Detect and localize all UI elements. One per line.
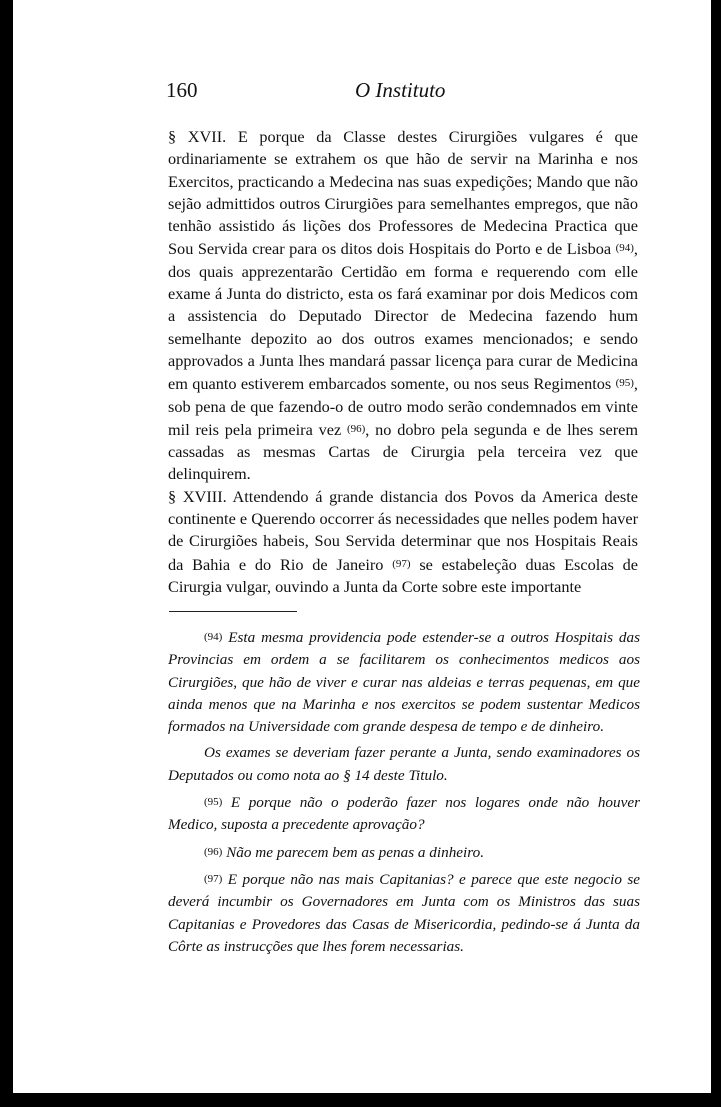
footnote-97-number: (97) — [204, 872, 223, 885]
paragraph-xviii — [168, 486, 638, 598]
footnote-separator — [169, 611, 297, 612]
paragraph-xvii-text-3: , sob pena de que fazendo-o de outro modo serão condemnados em vinte mil reis pela primeira vez — [168, 374, 638, 439]
footnote-95 — [168, 791, 640, 837]
scan-border-left — [0, 0, 13, 1107]
paragraph-xvii — [168, 126, 638, 486]
footnote-ref-94: (94) — [615, 242, 634, 255]
footnote-ref-96: (96) — [346, 422, 366, 435]
scan-border-right — [711, 0, 721, 1107]
scan-border-bottom — [0, 1093, 721, 1107]
paragraph-xviii-text-1: § XVIII. Attendendo á grande distancia dos Povos da America deste continente e Querendo occorrer ás necessidades que nelles podem haver de Cirurgiões habeis, Sou Servida determinar que nos Hospitais Reais da Bahia e do Rio de Janeiro — [168, 486, 638, 574]
paragraph-xviii-text-2: se estabeleção duas Escolas de Cirurgia vulgar, ouvindo a Junta da Corte sobre este importante — [168, 554, 638, 596]
running-title: O Instituto — [355, 78, 446, 102]
page-number: 160 — [166, 78, 198, 102]
footnote-96-number: (96) — [204, 845, 223, 858]
footnote-ref-97: (97) — [392, 557, 411, 570]
footnote-97 — [168, 868, 640, 958]
footnote-95-number: (95) — [204, 796, 223, 809]
footnote-94-continued-text: Os exames se deveriam fazer perante a Junta, sendo examinadores os Deputados ou como nota ao § 14 deste Titulo. — [168, 744, 640, 784]
paragraph-xvii-text-1: § XVII. E porque da Classe destes Cirurgiões vulgares é que ordinariamente se extrahem os que hão de servir na Marinha e nos Exercitos, practicando a Medecina nas suas expedições; Mando que não sejão admittidos outros Cirurgiões para semelhantes empregos, que não tenhão assistido ás lições dos Professores de Medecina Practica que Sou Servida crear para os ditos dois Hospitais do Porto e de Lisboa — [168, 127, 638, 259]
footnote-96-text: Não me parecem bem as penas a dinheiro. — [226, 843, 484, 861]
footnote-97-text: E porque não nas mais Capitanias? e parece que este negocio se deverá incumbir os Governadores em Junta com os Ministros das suas Capitanias e Provedores das Casas de Misericordia, pedindo-se á Junta da Côrte as instrucções que lhes forem necessarias. — [168, 870, 641, 955]
footnote-94-text: Esta mesma providencia pode estender-se a outros Hospitais das Provincias em ordem a se facilitarem os conhecimentos medicos aos Cirurgiões, que hão de viver e curar nas aldeias e terras pequenas, em que ainda menos que na Marinha e nos exercitos se podem sustentar Medicos formados na Universidade com grande despesa de tempo e de dinheiro. — [168, 629, 641, 736]
footnote-94-number: (94) — [204, 631, 223, 643]
footnote-94-continued — [168, 742, 640, 787]
main-text — [168, 126, 638, 598]
footnote-96 — [168, 841, 640, 864]
footnote-95-text: E porque não o poderão fazer nos logares onde não houver Medico, suposta a precedente aprovação? — [168, 794, 640, 834]
footnote-ref-95: (95) — [615, 377, 634, 390]
footnotes — [168, 626, 640, 962]
paragraph-xvii-text-2: , dos quais apprezentarão Certidão em forma e requerendo com elle exame á Junta do districto, esta os fará examinar por dois Medicos com a assistencia do Deputado Director de Medecina fazendo hum semelhante depozito ao dos outros exames mencionados; e sendo approvados a Junta lhes mandará passar licença para curar de Medicina em quanto estiverem embarcados somente, ou nos seus Regimentos — [168, 239, 638, 394]
paragraph-xvii-text-4: , no dobro pela segunda e de lhes serem cassadas as mesmas Cartas de Cirurgia pela terceira vez que delinquirem. — [168, 419, 639, 484]
footnote-94 — [168, 626, 640, 738]
